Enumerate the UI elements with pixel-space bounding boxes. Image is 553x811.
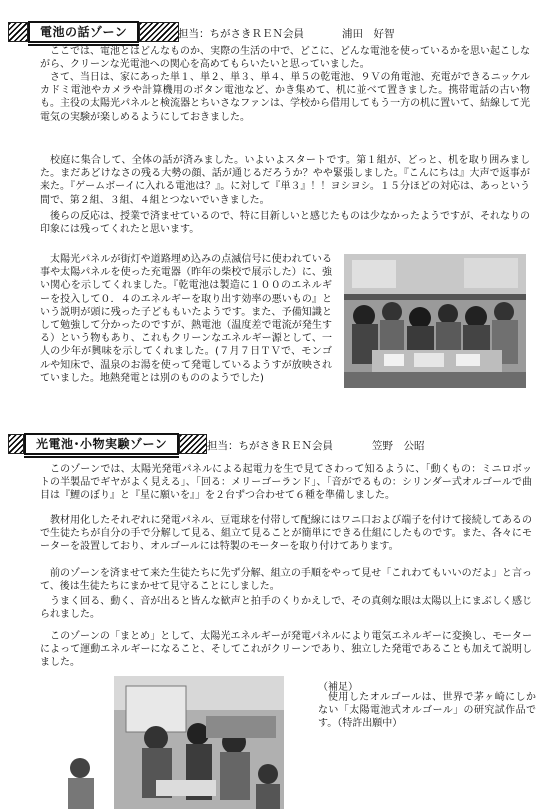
section1-hatch-decoration (8, 22, 28, 42)
section1-header (8, 21, 179, 43)
section1-paragraph: さて、当日は、家にあった単１、単２、単３、単４、単５の乾電池、９Ｖの角電池、充電ができるニッケルカドミ電池やカメラや計算機用のボタン電池など、かき集めて、机に並べて置きました。携帯電話の古い物も。主役の太陽光パネルと検流器とちいさなファンは、学校から借用してもう一方の机に置いて、結線して光電気の実験が楽しめるようにしておきました。 (40, 72, 530, 123)
section2-paragraph: 教材用化したそれぞれに発電パネル、豆電球を付帯して配線にはワニ口および端子を付けて接続してあるので生徒たちが自分の手で分解して見る、組立て見ることが簡単にできる仕組にしたものです。また、各々にモーターを設置しており、オルゴールには特製のモーターを取り付けてあります。 (40, 515, 532, 553)
section2-hatch-decoration-right (179, 434, 207, 454)
outdoor-experiment-photo (56, 676, 308, 809)
section1-paragraph: 校庭に集合して、全体の話が済みました。いよいよスタートです。第１組が、どっと、机を取り囲みました。まだあどけなさの残る大勢の顔、話が通じるだろうか？やや緊張しました。『こんにちは』大声で返事が来た。『ゲームボーイに入れる電池は？』。に対して『単３』！！ヨシヨシ。１５分ほどの対応は、あっという間で、第２組、３組、４組とつないでいきました。 (40, 155, 530, 206)
section2-paragraph: このゾーンの「まとめ」として、太陽光エネルギーが発電パネルにより電気エネルギーに変換し、モーターによって運動エネルギーになること、そしてこれがクリーンであり、独立した発電であることも加えて説明しました。 (40, 631, 532, 669)
section2-paragraph: うまく回る、動く、音が出ると皆んな歓声と拍手のくりかえしで、その真剣な眼は太陽以上にまぶしく感じられました。 (40, 596, 532, 621)
section1-paragraph: 太陽光パネルが街灯や道路埋め込みの点滅信号に使われている事や太陽パネルを使った充電器（昨年の柴校で展示した）に、強い関心を示してくれました。『乾電池は製造に１００のエネルギーを投入して０．４のエネルギーを取り出す効率の悪いもの』という説明が頭に残った子どももいたようです。また、予備知識として勉強して分かったのですが、熱電池（温度差で電流が発生する）という物もあり、これもクリーンなエネルギー源として、一人の少年が興味を示してくれました。(７月７日ＴＶで、モンゴルや知床で、温泉のお湯を使って発電しているようすが放映されていました。地熱発電とは別のもののようでした) (40, 254, 332, 384)
classroom-photo (344, 254, 526, 388)
section1-author: 浦田 好智 (342, 28, 395, 40)
section2-charge-label: 担当：ちがさきＲＥＮ会員 (207, 440, 333, 452)
section1-title: 電池の話ゾーン (28, 21, 139, 43)
section2-hatch-decoration (8, 434, 24, 454)
note-text: 使用したオルゴールは、世界で茅ヶ崎にしかない「太陽電池式オルゴール」の研究試作品です。（特許出願中） (318, 692, 536, 730)
section2-author: 笠野 公昭 (372, 440, 425, 452)
section2-paragraph: このゾーンでは、太陽光発電パネルによる起電力を生で見てさわって知るように、「動くもの：ミニロボットの半製品でギヤがよく見える」、「回る：メリーゴーランド」、「音がでるもの：シリンダー式オルゴールで曲目は『鯉のぼり』と『星に願いを』」を２台ずつ合わせて６種を準備しました。 (40, 464, 532, 502)
section1-charge-label: 担当：ちがさきＲＥＮ会員 (178, 28, 304, 40)
section2-header (8, 433, 207, 455)
section2-title: 光電池･小物実験ゾーン (24, 433, 179, 455)
section1-hatch-decoration-right (139, 22, 179, 42)
section1-paragraph: 後らの反応は、授業で済ませているので、特に目新しいと感じたものは少なかったようですが、それなりの印象には残ってくれたと思います。 (40, 211, 530, 236)
section1-paragraph: ここでは、電池とはどんなものか、実際の生活の中で、どこに、どんな電池を使っているかを思い起こしながら、クリーンな光電池への関心を高めてもらいたいと思っていました。 (40, 46, 530, 71)
section2-paragraph: 前のゾーンを済ませて来た生徒たちに先ず分解、組立の手順をやって見せ「これわてもいいのだよ」と言って、後は生徒たちにまかせて見守ることにしました。 (40, 568, 532, 593)
note-heading: （補足） (318, 682, 358, 693)
